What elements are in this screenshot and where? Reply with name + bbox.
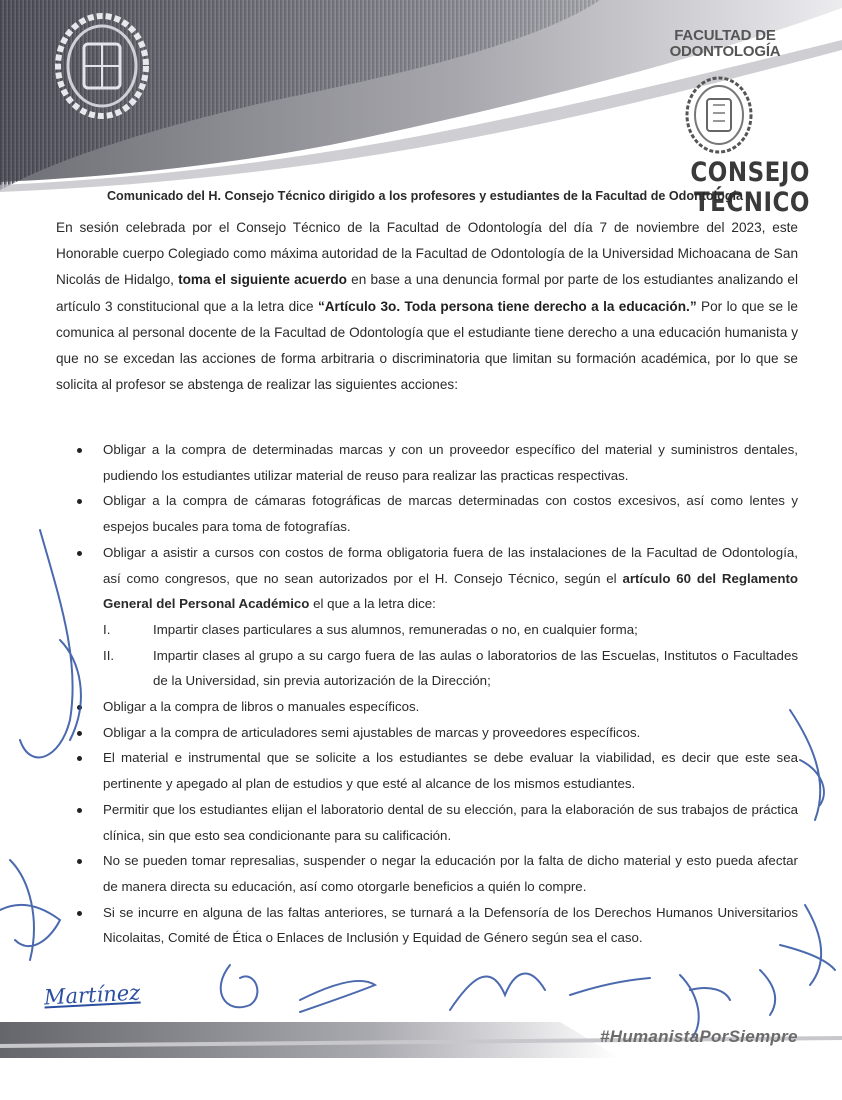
item-text: el que a la letra dice: — [309, 596, 436, 612]
list-item — [56, 540, 798, 617]
sub-item — [56, 643, 798, 694]
item-text: Obligar a asistir a cursos con costos de forma obligatoria fuera de las instalaciones de la Facultad de Odontología, así como congresos, que no sean autorizados por el H. Consejo Técnico, según el — [103, 544, 798, 586]
university-seal-icon — [52, 10, 152, 122]
signature-bottom-3 — [450, 974, 545, 1010]
item-bold-article: artículo 60 del Reglamento General del Personal Académico — [103, 570, 798, 612]
signature-bottom-1 — [221, 965, 258, 1007]
document-title: Comunicado del H. Consejo Técnico dirigido a los profesores y estudiantes de la Facultad de Odontología — [106, 189, 744, 203]
sub-item-text: Impartir clases particulares a sus alumnos, remuneradas o no, en cualquier forma; — [153, 621, 638, 637]
intro-text-1: En sesión celebrada por el Consejo Técnico de la Facultad de Odontología del día 7 de noviembre del 2023, este Honorable cuerpo Colegiado como máxima autoridad de la Facultad de Odontología de la Universidad Michoacana de San Nicolás de Hidalgo, — [56, 220, 798, 288]
list-item: Obligar a la compra de determinadas marcas y con un proveedor específico del material y suministros dentales, pudiendo los estudiantes utilizar material de reuso para realizar las practicas respectivas. — [56, 437, 798, 488]
list-item: Obligar a la compra de libros o manuales específicos. — [56, 694, 798, 720]
list-item: Permitir que los estudiantes elijan el laboratorio dental de su elección, para la elaboración de sus trabajos de práctica clínica, sin que esto sea condicionante para su calificación. — [56, 797, 798, 848]
sub-item — [56, 617, 798, 643]
intro-text-2: en base a una denuncia formal por parte de los estudiantes analizando el artículo 3 constitucional que a la letra dice — [56, 272, 798, 314]
handwritten-signature-name: Martínez — [43, 980, 141, 1010]
sub-item-number: I. — [103, 621, 111, 637]
footer-hashtag: #HumanistaPorSiempre — [600, 1027, 798, 1046]
sub-item-number: II. — [103, 647, 115, 663]
signature-left-lower — [0, 860, 60, 960]
list-item: Obligar a la compra de cámaras fotográficas de marcas determinadas con costos excesivos, así como lentes y espejos bucales para toma de fotografías. — [56, 488, 798, 539]
sub-item-text: Impartir clases al grupo a su cargo fuera de las aulas o laboratorios de las Escuelas, Institutos o Facultades de la Universidad, sin previa autorización de la Dirección; — [153, 647, 798, 689]
actions-list — [56, 437, 798, 951]
list-item: No se pueden tomar represalias, suspender o negar la educación por la falta de dicho material y esto pueda afectar de manera directa su educación, así como otorgarle beneficios a quién lo compre. — [56, 848, 798, 899]
list-item: Si se incurre en alguna de las faltas anteriores, se turnará a la Defensoría de los Derechos Humanos Universitarios Nicolaitas, Comité de Ética o Enlaces de Inclusión y Equidad de Género según sea el caso. — [56, 900, 798, 951]
intro-text-3: Por lo que se le comunica al personal docente de la Facultad de Odontología que el estudiante tiene derecho a una educación humanista y que no se excedan las acciones de forma arbitraria o discriminatoria que limitan su formación académica, por lo que se solicita al profesor se abstenga de realizar las siguientes acciones: — [56, 298, 798, 393]
faculty-seal-icon — [683, 75, 755, 155]
signature-bottom-6 — [760, 970, 775, 1015]
intro-bold-article: “Artículo 3o. Toda persona tiene derecho a la educación.” — [317, 298, 697, 314]
council-title: CONSEJO TÉCNICO — [690, 158, 810, 218]
signature-bottom-2 — [300, 981, 375, 1012]
intro-paragraph — [56, 215, 798, 398]
intro-bold-agreement: toma el siguiente acuerdo — [178, 272, 347, 288]
list-item: Obligar a la compra de articuladores semi ajustables de marcas y proveedores específicos. — [56, 720, 798, 746]
list-item: El material e instrumental que se solicite a los estudiantes se debe evaluar la viabilidad, es decir que este sea pertinente y apegado al plan de estudios y que esté al alcance de los mismos estudiantes. — [56, 745, 798, 796]
faculty-name: FACULTAD DE ODONTOLOGÍA — [669, 27, 781, 60]
signature-bottom-4 — [570, 978, 650, 995]
